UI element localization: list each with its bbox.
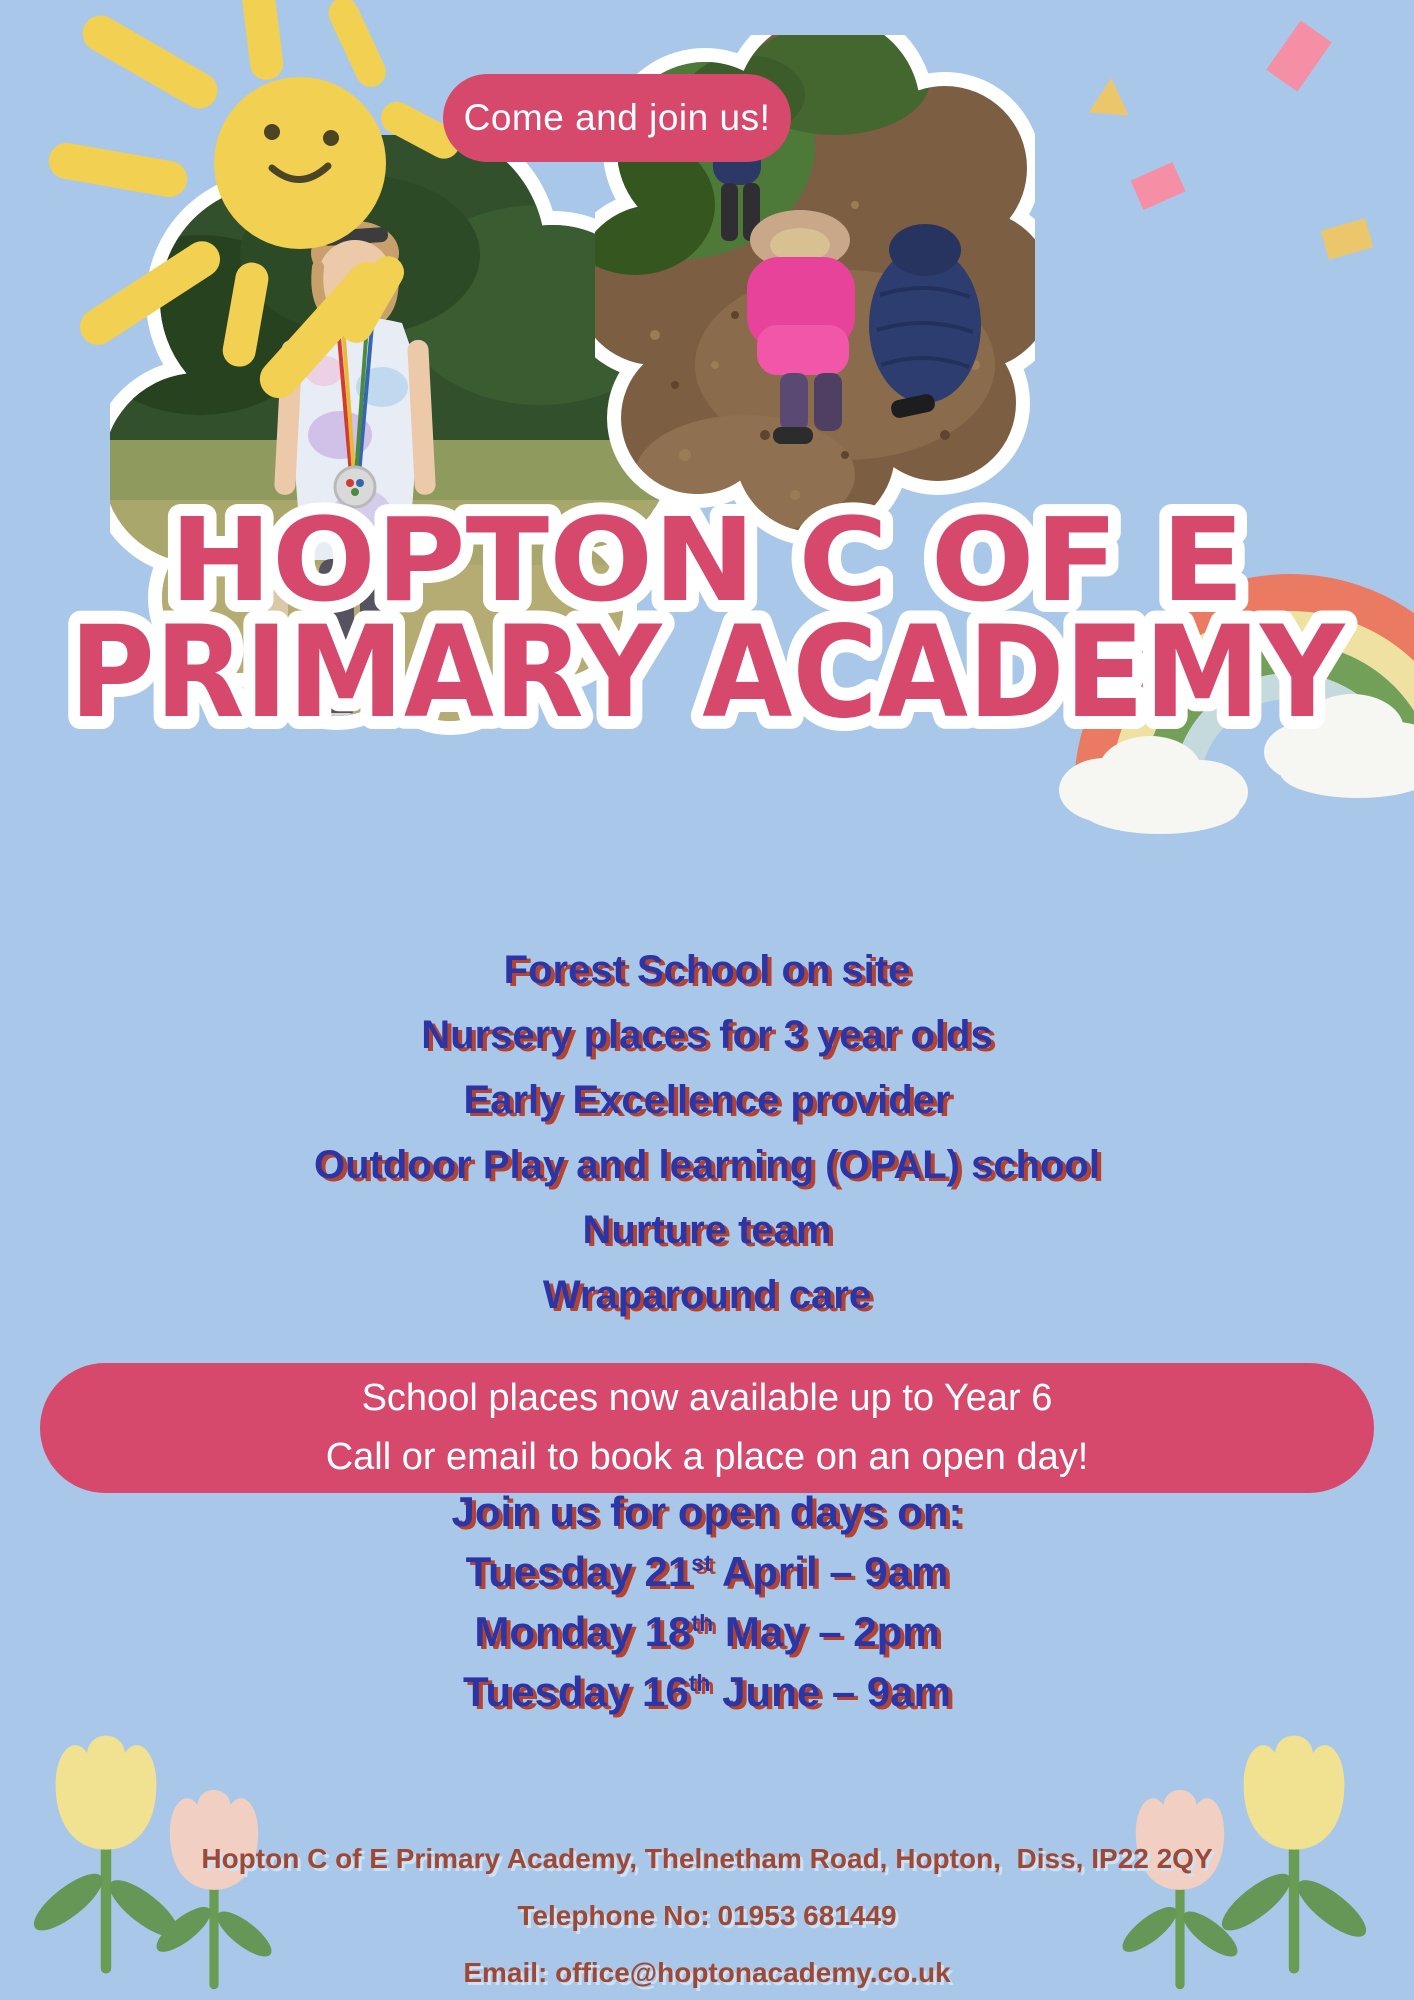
come-join-label: Come and join us! [463, 97, 771, 138]
feature-nurture-team: Nurture team [582, 1208, 832, 1252]
confetti-yellow-rect [1321, 218, 1373, 260]
feature-nursery: Nursery places for 3 year olds [421, 1013, 993, 1057]
feature-forest-school: Forest School on site [503, 948, 911, 992]
title-line1: HOPTON C OF E [169, 494, 1245, 628]
feature-wraparound-care: Wraparound care [542, 1273, 872, 1317]
telephone-number: Telephone No: 01953 681449 [517, 1900, 897, 1931]
email-address: Email: office@hoptonacademy.co.uk [463, 1957, 951, 1988]
places-banner [40, 1363, 1374, 1493]
open-day-date-may: Monday 18th May – 2pm [474, 1608, 940, 1655]
sun-icon [0, 0, 480, 430]
feature-opal: Outdoor Play and learning (OPAL) school [314, 1143, 1100, 1187]
open-day-date-april: Tuesday 21st April – 9am [465, 1548, 949, 1595]
come-join-badge [443, 74, 791, 162]
confetti-yellow-triangle [1089, 77, 1131, 116]
open-days-heading: Join us for open days on: [451, 1488, 963, 1535]
open-day-date-june: Tuesday 16th June – 9am [463, 1668, 951, 1715]
contact-info [0, 1830, 1414, 2000]
banner-line2: Call or email to book a place on an open day! [325, 1436, 1089, 1478]
school-address: Hopton C of E Primary Academy, Thelnetham Road, Hopton, Diss, IP22 2QY [201, 1843, 1213, 1874]
title-line2: PRIMARY ACADEMY [69, 598, 1347, 746]
confetti-pink-rect [1266, 21, 1332, 92]
school-title [0, 420, 1414, 750]
confetti-pink-rect [1130, 162, 1185, 210]
feature-list [0, 938, 1414, 1328]
feature-early-excellence: Early Excellence provider [463, 1078, 951, 1122]
banner-line1: School places now available up to Year 6 [361, 1377, 1053, 1419]
